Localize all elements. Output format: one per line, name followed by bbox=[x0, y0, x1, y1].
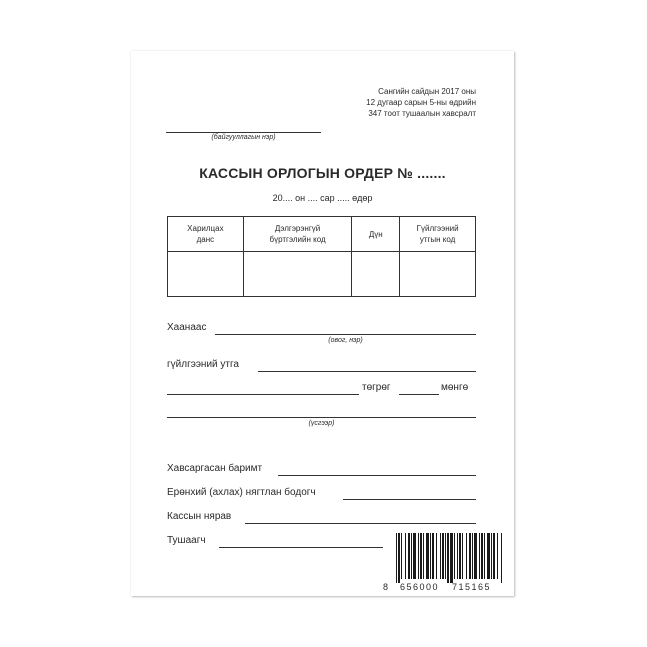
header-detailed-code: Дэлгэрэнгүй бүртгэлийн код bbox=[243, 217, 352, 252]
barcode-bar bbox=[442, 533, 444, 579]
barcode-bar bbox=[454, 533, 455, 579]
transaction-code-cell[interactable] bbox=[400, 252, 476, 297]
barcode-image bbox=[394, 533, 504, 583]
accounting-table bbox=[167, 216, 476, 297]
cashier-field[interactable] bbox=[245, 523, 476, 524]
barcode-bar bbox=[420, 533, 422, 579]
from-label: Хаанаас bbox=[167, 322, 207, 333]
chief-accountant-label: Ерөнхий (ахлах) нягтлан бодогч bbox=[167, 487, 316, 498]
barcode-bar bbox=[493, 533, 495, 579]
amount-cell[interactable] bbox=[352, 252, 400, 297]
barcode-bar bbox=[418, 533, 419, 579]
barcode-bar bbox=[440, 533, 441, 579]
attached-documents-field[interactable] bbox=[278, 475, 476, 476]
barcode-bar bbox=[445, 533, 446, 579]
barcode-bar bbox=[481, 533, 483, 579]
barcode-bar bbox=[491, 533, 492, 579]
barcode-digit-prefix: 8 bbox=[383, 582, 389, 592]
cashier-label: Кассын нярав bbox=[167, 511, 232, 522]
barcode-bar bbox=[436, 533, 437, 579]
barcode-bar bbox=[474, 533, 477, 579]
barcode-bar bbox=[487, 533, 490, 579]
header-amount: Дүн bbox=[352, 217, 400, 252]
togrog-label: төгрөг bbox=[362, 382, 391, 393]
barcode-bar bbox=[432, 533, 434, 579]
barcode-bar bbox=[413, 533, 416, 579]
purpose-label: гүйлгээний утга bbox=[167, 359, 239, 370]
mongo-field[interactable] bbox=[399, 394, 439, 395]
organization-name-caption: (байгууллагын нэр) bbox=[211, 134, 276, 141]
chief-accountant-field[interactable] bbox=[343, 499, 476, 500]
decree-reference bbox=[321, 86, 476, 119]
cash-receipt-order-form bbox=[131, 51, 514, 596]
barcode-bar bbox=[423, 533, 424, 579]
account-cell[interactable] bbox=[168, 252, 244, 297]
barcode-bar bbox=[398, 533, 400, 583]
barcode-bar bbox=[497, 533, 498, 579]
payer-field[interactable] bbox=[219, 547, 383, 548]
decree-line-2: 12 дугаар сарын 5-ны өдрийн bbox=[366, 98, 476, 107]
barcode-digits-right: 715165 bbox=[452, 582, 492, 592]
barcode-bar bbox=[484, 533, 485, 579]
decree-line-1: Сангийн сайдын 2017 оны bbox=[378, 87, 476, 96]
barcode-bar bbox=[450, 533, 453, 583]
from-caption: (овог, нэр) bbox=[328, 337, 363, 344]
barcode-bar bbox=[447, 533, 449, 583]
barcode-bar bbox=[408, 533, 410, 579]
barcode-bar bbox=[462, 533, 463, 579]
attached-documents-label: Хавсаргасан баримт bbox=[167, 463, 263, 474]
header-account: Харилцах данс bbox=[168, 217, 244, 252]
header-transaction-code: Гүйлгээний утгын код bbox=[400, 217, 476, 252]
barcode-bar bbox=[426, 533, 429, 579]
barcode-bar bbox=[401, 533, 402, 579]
table-header-row bbox=[168, 217, 476, 252]
detailed-code-cell[interactable] bbox=[243, 252, 352, 297]
mongo-label: мөнгө bbox=[441, 382, 469, 393]
organization-name-field[interactable] bbox=[166, 132, 321, 133]
barcode-digits-left: 656000 bbox=[400, 582, 440, 592]
barcode-bar bbox=[501, 533, 502, 583]
togrog-field[interactable] bbox=[167, 394, 359, 395]
amount-in-words-caption: (үсгээр) bbox=[308, 420, 335, 427]
payer-label: Тушаагч bbox=[167, 535, 206, 546]
barcode-bar bbox=[411, 533, 412, 579]
amount-in-words-field[interactable] bbox=[167, 417, 476, 418]
barcode-bar bbox=[459, 533, 461, 579]
barcode-bar bbox=[479, 533, 480, 579]
barcode-bar bbox=[457, 533, 458, 579]
date-line: 20.... он .... сар ..... өдөр bbox=[272, 193, 373, 203]
form-title: КАССЫН ОРЛОГЫН ОРДЕР № ....... bbox=[199, 165, 446, 181]
barcode-bar bbox=[469, 533, 471, 579]
barcode-bar bbox=[472, 533, 473, 579]
barcode-bar bbox=[466, 533, 467, 579]
decree-line-3: 347 тоот тушаалын хавсралт bbox=[368, 109, 476, 118]
table-row bbox=[168, 252, 476, 297]
barcode-bar bbox=[430, 533, 431, 579]
from-field[interactable] bbox=[215, 334, 476, 335]
barcode-bar bbox=[405, 533, 406, 579]
purpose-field[interactable] bbox=[258, 371, 476, 372]
barcode-bar bbox=[396, 533, 397, 583]
